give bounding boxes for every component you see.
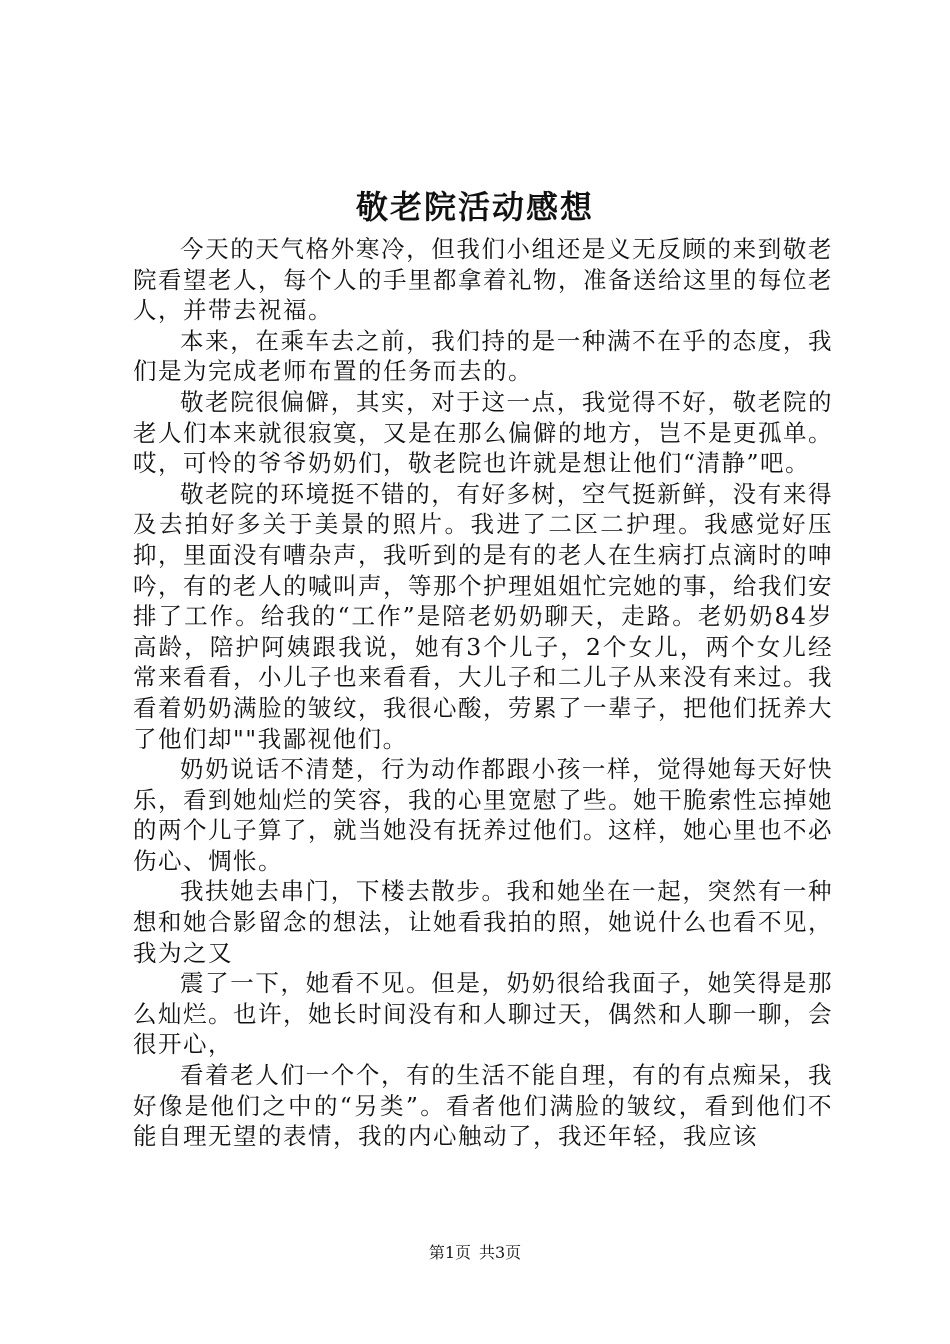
page-number: 第1页	[428, 1243, 471, 1262]
paragraph: 奶奶说话不清楚，行为动作都跟小孩一样，觉得她每天好快乐，看到她灿烂的笑容，我的心里宽慰了些。她干脆索性忘掉她的两个儿子算了，就当她没有抚养过他们。这样，她心里也不必伤心、惆怅。	[133, 755, 833, 875]
paragraph: 本来，在乘车去之前，我们持的是一种满不在乎的态度，我们是为完成老师布置的任务而去的。	[133, 326, 833, 386]
paragraph: 敬老院很偏僻，其实，对于这一点，我觉得不好，敬老院的老人们本来就很寂寞，又是在那么偏僻的地方，岂不是更孤单。哎，可怜的爷爷奶奶们，敬老院也许就是想让他们“清静”吧。	[133, 387, 833, 478]
paragraph: 看着老人们一个个，有的生活不能自理，有的有点痴呆，我好像是他们之中的“另类”。看者他们满脸的皱纹，看到他们不能自理无望的表情，我的内心触动了，我还年轻，我应该	[133, 1061, 833, 1151]
document-title: 敬老院活动感想	[355, 188, 594, 226]
document-body	[133, 234, 833, 1152]
page-footer	[0, 1242, 950, 1264]
paragraph: 今天的天气格外寒冷，但我们小组还是义无反顾的来到敬老院看望老人，每个人的手里都拿着礼物，准备送给这里的每位老人，并带去祝福。	[133, 235, 833, 325]
paragraph: 敬老院的环境挺不错的，有好多树，空气挺新鲜，没有来得及去拍好多关于美景的照片。我进了二区二护理。我感觉好压抑，里面没有嘈杂声，我听到的是有的老人在生病打点滴时的呻吟，有的老人的喊叫声，等那个护理姐姐忙完她的事，给我们安排了工作。给我的“工作”是陪老奶奶聊天，走路。老奶奶84岁高龄，陪护阿姨跟我说，她有3个儿子，2个女儿，两个女儿经常来看看，小儿子也来看看，大儿子和二儿子从来没有来过。我看着奶奶满脸的皱纹，我很心酸，劳累了一辈子，把他们抚养大了他们却""我鄙视他们。	[133, 479, 833, 753]
page-total: 共3页	[479, 1243, 522, 1262]
paragraph: 震了一下，她看不见。但是，奶奶很给我面子，她笑得是那么灿烂。也许，她长时间没有和人聊过天，偶然和人聊一聊，会很开心，	[133, 969, 833, 1059]
paragraph: 我扶她去串门，下楼去散步。我和她坐在一起，突然有一种想和她合影留念的想法，让她看我拍的照，她说什么也看不见，我为之又	[133, 877, 833, 967]
